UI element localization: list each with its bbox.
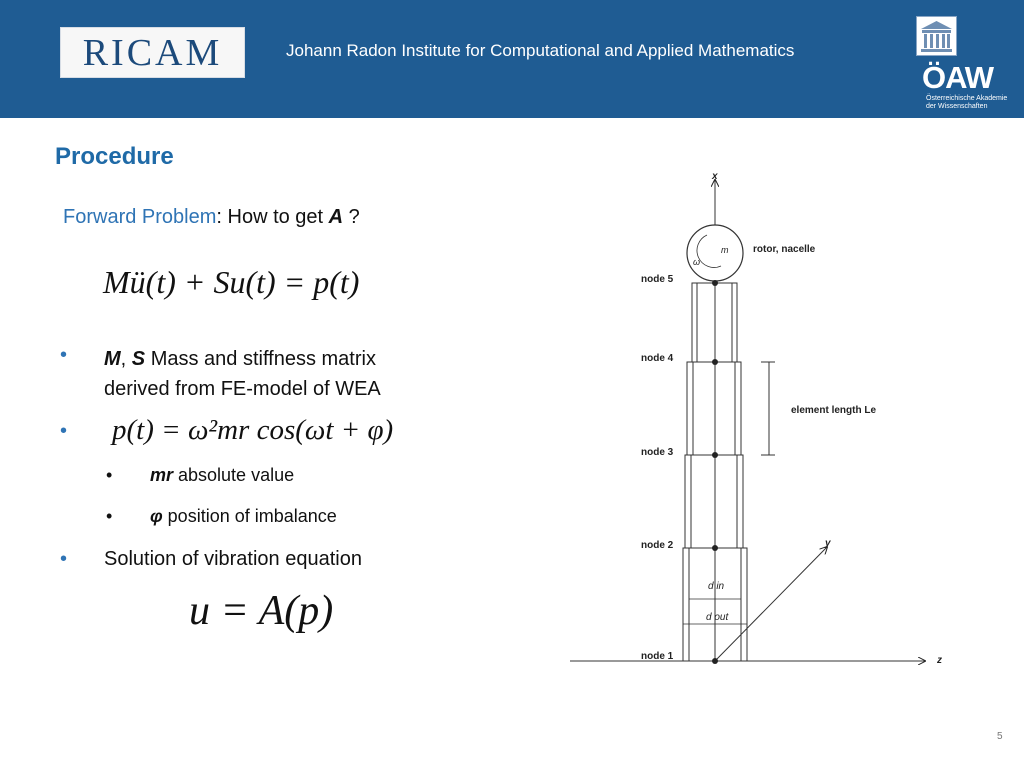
bullet-solution-text: Solution of vibration equation: [104, 548, 362, 570]
node-4-marker: [712, 359, 718, 365]
node-1-marker: [712, 658, 718, 664]
forward-problem-heading: [63, 206, 360, 229]
matrix-M: M: [104, 348, 121, 370]
rotor-nacelle-label: rotor, nacelle: [753, 244, 816, 255]
matrix-comma: ,: [120, 348, 132, 370]
building-icon: [916, 16, 957, 56]
d-in-label: d in: [708, 581, 725, 592]
oaw-logo-text: ÖAW: [922, 60, 994, 95]
omega-label: ω: [693, 257, 701, 267]
y-axis-label: y: [825, 538, 831, 549]
node-2-marker: [712, 545, 718, 551]
x-axis-label: x: [712, 171, 718, 182]
bullet-dot: •: [60, 344, 68, 366]
oaw-subtitle-line2: der Wissenschaften: [926, 103, 988, 110]
ricam-logo: [60, 27, 245, 78]
equation-motion: Mü(t) + Su(t) = p(t): [103, 264, 360, 300]
bullet-dot: •: [60, 548, 68, 570]
tower-segment-2: [685, 455, 743, 548]
equation-solution: u = A(p): [189, 588, 334, 634]
element-length-label: element length Le: [791, 405, 877, 416]
oaw-logo: [912, 16, 1012, 112]
z-axis-label: z: [937, 655, 942, 666]
slide-title: Procedure: [55, 143, 174, 170]
page-number: 5: [997, 731, 1003, 742]
node-2-label: node 2: [641, 540, 674, 551]
tower-diagram: [565, 165, 965, 675]
oaw-subtitle: [926, 95, 1016, 111]
bullet-mass-stiffness-text: [104, 344, 381, 404]
matrix-description: Mass and stiffness matrix: [145, 348, 376, 370]
matrix-S: S: [131, 348, 146, 370]
forward-problem-rest: : How to get: [216, 206, 329, 228]
ricam-logo-text: RICAM: [82, 31, 223, 74]
sub-bullet-dot: •: [106, 506, 113, 526]
bullet-mass-stiffness: [0, 344, 520, 404]
matrix-description-line2: derived from FE-model of WEA: [104, 378, 381, 400]
sub-bullet-dot: •: [106, 465, 113, 485]
d-out-label: d out: [706, 612, 729, 623]
node-1-label: node 1: [641, 651, 674, 662]
bullet-dot: •: [60, 420, 68, 442]
node-4-label: node 4: [641, 353, 674, 364]
node-3-marker: [712, 452, 718, 458]
oaw-subtitle-line1: Österreichische Akademie: [926, 95, 1008, 102]
phi-label: φ: [150, 506, 163, 526]
forward-problem-label: Forward Problem: [63, 206, 217, 228]
phi-description: position of imbalance: [162, 506, 337, 526]
rotor-mass: [687, 225, 743, 281]
institute-name: Johann Radon Institute for Computational and Applied Mathematics: [286, 41, 795, 60]
y-axis: [715, 547, 827, 661]
tower-segment-3-inner: [693, 362, 735, 455]
forward-problem-question: ?: [343, 206, 360, 228]
sub-bullet-mr: [0, 465, 520, 491]
node-5-label: node 5: [641, 274, 674, 285]
tower-segment-3: [687, 362, 741, 455]
mr-description: absolute value: [173, 465, 295, 485]
bullet-solution: [0, 548, 520, 578]
mr-label: mr: [150, 465, 174, 485]
tower-segment-2-inner: [691, 455, 737, 548]
sub-bullet-mr-text: [150, 465, 294, 486]
header-bar: [0, 0, 1024, 118]
node-5-marker: [712, 280, 718, 286]
sub-bullet-phi-text: [150, 506, 337, 527]
node-3-label: node 3: [641, 447, 674, 458]
forward-problem-A: A: [328, 206, 344, 228]
equation-load: p(t) = ω²mr cos(ωt + φ): [112, 414, 394, 446]
mass-label: m: [721, 245, 729, 255]
sub-bullet-phi: [0, 506, 520, 532]
